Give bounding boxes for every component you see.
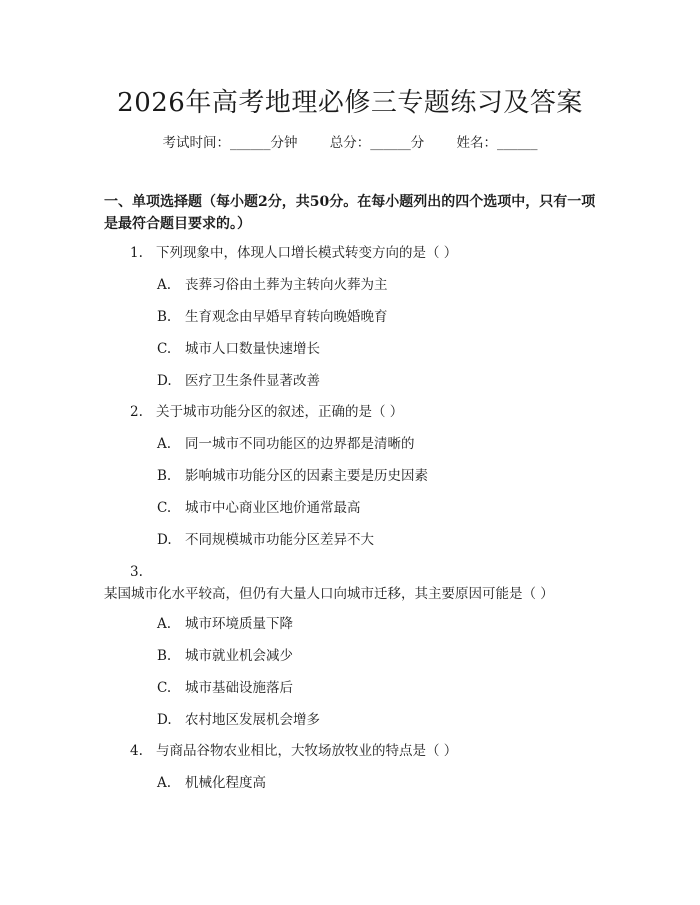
question-number: 2.	[130, 404, 143, 420]
question-4-option-a	[157, 772, 266, 794]
option-letter: D.	[157, 373, 172, 389]
option-letter: A.	[157, 775, 172, 791]
option-letter: C.	[157, 500, 172, 516]
question-2-option-c	[157, 497, 361, 519]
option-letter: B.	[157, 309, 172, 325]
question-2-option-b	[157, 465, 428, 487]
option-text: 丧葬习俗由土葬为主转向火葬为主	[185, 277, 388, 293]
option-letter: A.	[157, 436, 172, 452]
option-letter: A.	[157, 277, 172, 293]
student-name-field: 姓名：______	[456, 135, 538, 151]
option-text: 农村地区发展机会增多	[185, 712, 320, 728]
document-title: 2026年高考地理必修三专题练习及答案	[117, 88, 583, 118]
exam-info-row	[0, 131, 700, 151]
question-number: 4.	[130, 743, 143, 759]
option-text: 不同规模城市功能分区差异不大	[185, 532, 374, 548]
option-text: 同一城市不同功能区的边界都是清晰的	[185, 436, 415, 452]
question-text: 某国城市化水平较高，但仍有大量人口向城市迁移，其主要原因可能是（ ）	[104, 586, 554, 602]
question-text: 与商品谷物农业相比，大牧场放牧业的特点是（ ）	[156, 743, 458, 759]
question-3-option-b	[157, 645, 293, 667]
option-letter: A.	[157, 616, 172, 632]
total-score-field: 总分：______分	[329, 135, 425, 151]
option-text: 机械化程度高	[185, 775, 266, 791]
option-text: 生育观念由早婚早育转向晚婚晚育	[185, 309, 388, 325]
option-text: 城市人口数量快速增长	[185, 341, 320, 357]
question-3-option-a	[157, 613, 293, 635]
question-1-option-d	[157, 370, 320, 392]
option-letter: B.	[157, 468, 172, 484]
question-1-option-b	[157, 306, 388, 328]
question-3-option-c	[157, 677, 293, 699]
question-number: 1.	[130, 245, 143, 261]
question-3	[104, 561, 600, 605]
option-text: 影响城市功能分区的因素主要是历史因素	[185, 468, 428, 484]
option-text: 城市环境质量下降	[185, 616, 293, 632]
question-4	[130, 740, 457, 762]
option-letter: C.	[157, 680, 172, 696]
option-letter: C.	[157, 341, 172, 357]
question-1-option-c	[157, 338, 320, 360]
option-text: 城市中心商业区地价通常最高	[185, 500, 361, 516]
option-text: 城市就业机会减少	[185, 648, 293, 664]
question-text: 关于城市功能分区的叙述，正确的是（ ）	[156, 404, 404, 420]
option-letter: D.	[157, 532, 172, 548]
option-letter: D.	[157, 712, 172, 728]
option-text: 医疗卫生条件显著改善	[185, 373, 320, 389]
section-heading-single-choice: 一、单项选择题（每小题2分，共50分。在每小题列出的四个选项中，只有一项是最符合题目要求的。）	[104, 194, 596, 232]
question-number: 3.	[130, 564, 143, 580]
question-text: 下列现象中，体现人口增长模式转变方向的是（ ）	[156, 245, 458, 261]
exam-time-field: 考试时间：______分钟	[162, 135, 298, 151]
option-text: 城市基础设施落后	[185, 680, 293, 696]
question-2-option-a	[157, 433, 415, 455]
option-letter: B.	[157, 648, 172, 664]
question-2	[130, 401, 403, 423]
question-2-option-d	[157, 529, 374, 551]
question-1-option-a	[157, 274, 388, 296]
question-1	[130, 242, 457, 264]
question-3-option-d	[157, 709, 320, 731]
